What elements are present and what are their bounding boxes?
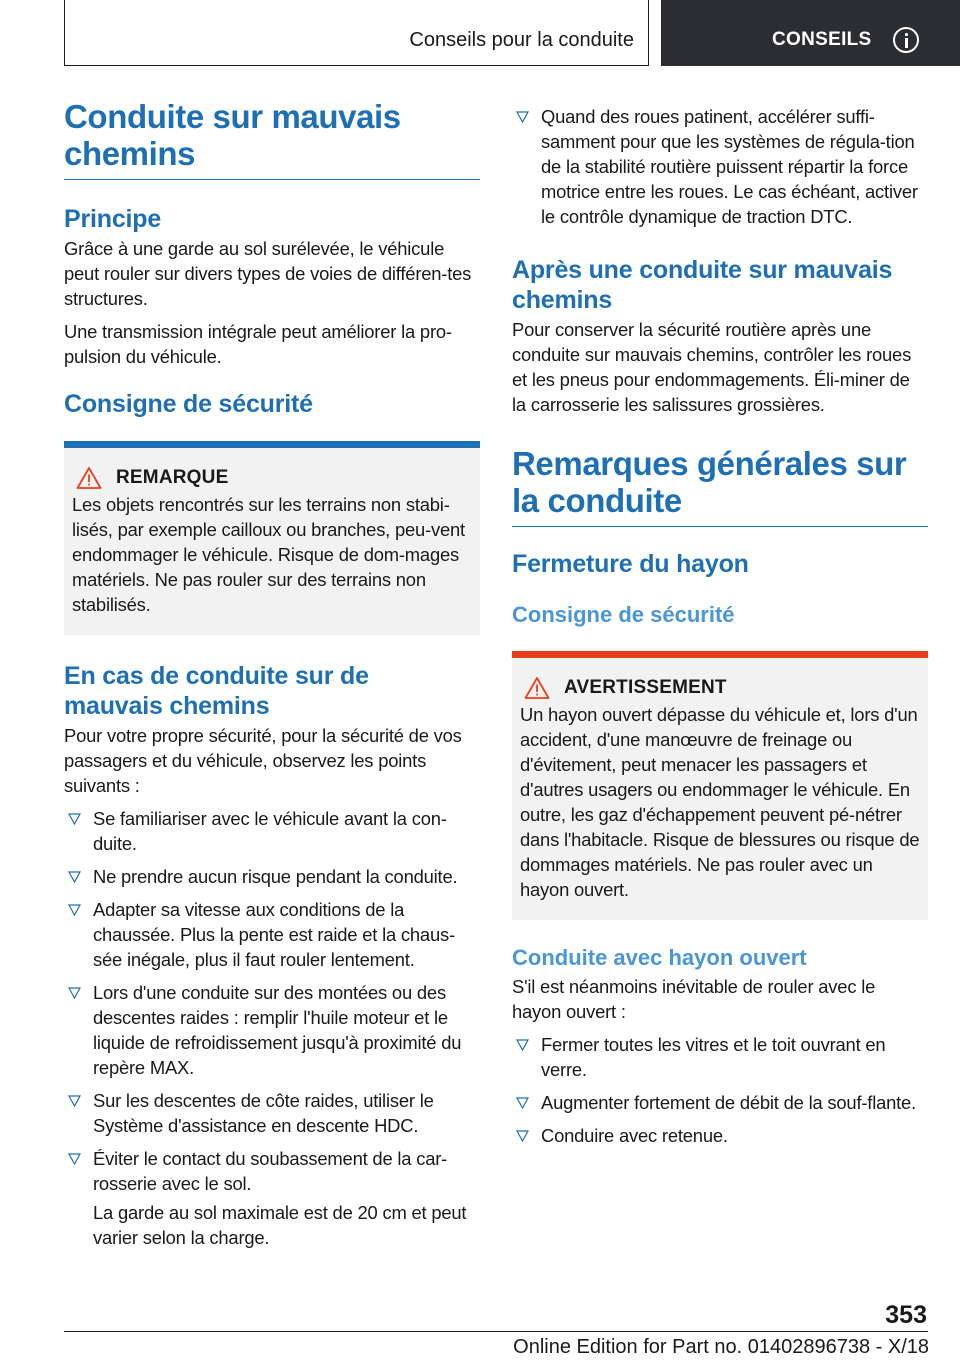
header-section-box xyxy=(64,0,649,66)
remark-box xyxy=(64,441,480,635)
warning-box xyxy=(512,651,928,920)
open-tailgate-intro: S'il est néanmoins inévitable de rouler avec le hayon ouvert : xyxy=(512,976,876,1022)
after-paragraph: Pour conserver la sécurité routière après une conduite sur mauvais chemins, contrôler les roues et les pneus pour endommagements. Éli-miner de la carrosserie les salissures grossières. xyxy=(512,319,912,415)
info-icon xyxy=(893,27,919,53)
bullet-triangle-icon xyxy=(68,871,81,883)
bad-roads-list xyxy=(64,806,480,1196)
traction-list xyxy=(512,104,928,229)
heading-principe: Principe xyxy=(64,205,162,233)
bullet-triangle-icon xyxy=(68,987,81,999)
list-item: Conduire avec retenue. xyxy=(512,1123,928,1148)
header-chapter-box xyxy=(661,0,960,66)
bullet-triangle-icon xyxy=(68,904,81,916)
section-title-bad-roads: Conduite sur mauvais chemins xyxy=(64,98,401,172)
heading-bad-roads-driving: En cas de conduite sur de mauvais chemins xyxy=(64,662,369,720)
remark-title: REMARQUE xyxy=(116,467,229,488)
heading-safety: Consigne de sécurité xyxy=(64,390,313,418)
bullet-triangle-icon xyxy=(516,1097,529,1109)
list-item: Augmenter fortement de débit de la souf-flante. xyxy=(512,1090,928,1115)
warning-title: AVERTISSEMENT xyxy=(564,677,727,698)
bullet-triangle-icon xyxy=(68,813,81,825)
bullet-triangle-icon xyxy=(516,111,529,123)
footer-rule xyxy=(64,1331,928,1332)
heading-open-tailgate: Conduite avec hayon ouvert xyxy=(512,945,807,970)
heading-tailgate: Fermeture du hayon xyxy=(512,550,749,578)
heading-tailgate-safety: Consigne de sécurité xyxy=(512,602,735,627)
page-header xyxy=(64,0,960,66)
page-number: 353 xyxy=(885,1301,927,1329)
right-column xyxy=(512,104,928,1156)
list-item: Lors d'une conduite sur des montées ou des descentes raides : remplir l'huile moteur et le liquide de refroidissement jusqu'à proximité du repère MAX. xyxy=(64,980,480,1080)
list-item: Quand des roues patinent, accélérer suffi-samment pour que les systèmes de régula-tion de la stabilité routière puissent répartir la force motrice entre les roues. Le cas échéant, activer le contrôle dynamique de traction DTC. xyxy=(512,104,928,229)
warning-triangle-icon xyxy=(76,466,102,490)
remark-header xyxy=(76,466,472,490)
list-item: Se familiariser avec le véhicule avant la con-duite. xyxy=(64,806,480,856)
title-rule xyxy=(512,526,928,527)
header-chapter-title: CONSEILS xyxy=(772,29,872,50)
warning-triangle-icon xyxy=(524,676,550,700)
bad-roads-intro: Pour votre propre sécurité, pour la sécurité de vos passagers et du véhicule, observez les points suivants : xyxy=(64,725,462,796)
list-item: Sur les descentes de côte raides, utiliser le Système d'assistance en descente HDC. xyxy=(64,1088,480,1138)
section-title-general: Remarques générales sur la conduite xyxy=(512,445,907,519)
list-item: Fermer toutes les vitres et le toit ouvrant en verre. xyxy=(512,1032,928,1082)
bullet-triangle-icon xyxy=(516,1039,529,1051)
bullet-triangle-icon xyxy=(68,1153,81,1165)
title-rule xyxy=(64,179,480,180)
header-section-title: Conseils pour la conduite xyxy=(409,29,634,51)
bullet-triangle-icon xyxy=(516,1130,529,1142)
list-item: Adapter sa vitesse aux conditions de la chaussée. Plus la pente est raide et la chaus-sée inégale, plus il faut rouler lentement. xyxy=(64,897,480,972)
principe-paragraph-1: Grâce à une garde au sol surélevée, le véhicule peut rouler sur divers types de voies de différen-tes structures. xyxy=(64,238,472,309)
heading-after-bad-roads: Après une conduite sur mauvais chemins xyxy=(512,256,893,314)
clearance-note: La garde au sol maximale est de 20 cm et peut varier selon la charge. xyxy=(93,1202,467,1248)
list-item: Éviter le contact du soubassement de la car-rosserie avec le sol. xyxy=(64,1146,480,1196)
bullet-triangle-icon xyxy=(68,1095,81,1107)
warning-text: Un hayon ouvert dépasse du véhicule et, lors d'un accident, d'une manœuvre de freinage ou d'évitement, peut menacer les passagers et d'autres usagers ou endommager le véhicule. En outre, les gaz d'échappement peuvent pé-nétrer dans l'habitacle. Risque de blessures ou risque de dommages matériels. Ne pas rouler avec un hayon ouvert. xyxy=(520,704,920,900)
footer-edition: Online Edition for Part no. 01402896738 - X/18 xyxy=(513,1336,929,1358)
warning-header xyxy=(524,676,920,700)
principe-paragraph-2: Une transmission intégrale peut améliorer la pro-pulsion du véhicule. xyxy=(64,321,452,367)
remark-text: Les objets rencontrés sur les terrains non stabi-lisés, par exemple cailloux ou branches, peu-vent endommager le véhicule. Risque de dom-mages matériels. Ne pas rouler sur des terrains non stabilisés. xyxy=(72,494,465,615)
open-tailgate-list xyxy=(512,1032,928,1148)
list-item: Ne prendre aucun risque pendant la conduite. xyxy=(64,864,480,889)
left-column xyxy=(64,98,480,1258)
